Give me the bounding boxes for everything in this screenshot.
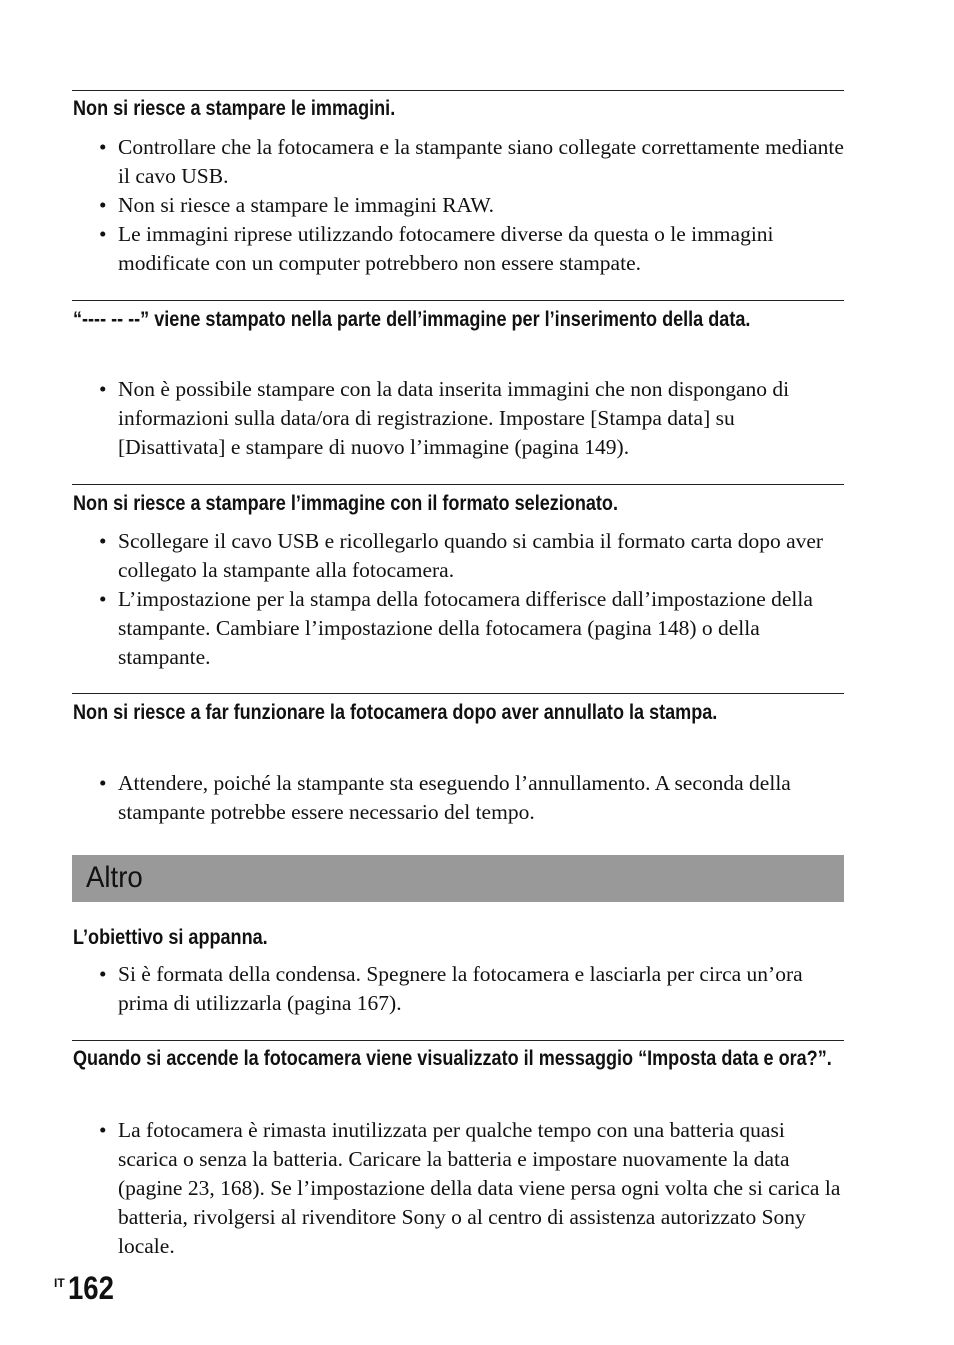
bullet-text: Le immagini riprese utilizzando fotocamere diverse da questa o le immagini modificate con un computer potrebbero non essere stampate. bbox=[118, 222, 774, 275]
bullet-item bbox=[72, 527, 844, 585]
bullet-item bbox=[72, 960, 844, 1018]
section-heading: Quando si accende la fotocamera viene visualizzato il messaggio “Imposta data e ora?”. bbox=[73, 1047, 832, 1070]
bullet-dot: • bbox=[99, 1118, 107, 1142]
language-code: IT bbox=[54, 1276, 65, 1290]
section-divider bbox=[72, 1040, 844, 1041]
section-divider bbox=[72, 484, 844, 485]
bullet-dot: • bbox=[99, 135, 107, 159]
bullet-list bbox=[72, 527, 844, 672]
bullet-dot: • bbox=[99, 222, 107, 246]
section-heading: “---- -- --” viene stampato nella parte dell’immagine per l’inserimento della data. bbox=[73, 308, 751, 331]
section-divider bbox=[72, 693, 844, 694]
bullet-dot: • bbox=[99, 587, 107, 611]
bullet-text: Attendere, poiché la stampante sta eseguendo l’annullamento. A seconda della stampante potrebbe essere necessario del tempo. bbox=[118, 771, 791, 824]
bullet-list bbox=[72, 960, 844, 1018]
section-divider bbox=[72, 300, 844, 301]
bullet-list bbox=[72, 769, 844, 827]
section-heading: Non si riesce a stampare le immagini. bbox=[73, 97, 396, 120]
bullet-dot: • bbox=[99, 771, 107, 795]
bullet-item bbox=[72, 1116, 844, 1261]
bullet-item bbox=[72, 220, 844, 278]
bullet-text: Non si riesce a stampare le immagini RAW. bbox=[118, 193, 495, 217]
page-number-value: 162 bbox=[68, 1270, 114, 1306]
section-heading: L’obiettivo si appanna. bbox=[73, 926, 268, 949]
category-title: Altro bbox=[86, 861, 143, 894]
bullet-list bbox=[72, 1116, 844, 1261]
bullet-list bbox=[72, 133, 844, 278]
bullet-item bbox=[72, 585, 844, 672]
section-divider bbox=[72, 90, 844, 91]
bullet-item bbox=[72, 375, 844, 462]
bullet-text: Scollegare il cavo USB e ricollegarlo quando si cambia il formato carta dopo aver collegato la stampante alla fotocamera. bbox=[118, 529, 824, 582]
section-heading: Non si riesce a stampare l’immagine con il formato selezionato. bbox=[73, 492, 618, 515]
bullet-item bbox=[72, 133, 844, 191]
bullet-text: Si è formata della condensa. Spegnere la fotocamera e lasciarla per circa un’ora prima di utilizzarla (pagina 167). bbox=[118, 962, 803, 1015]
bullet-list bbox=[72, 375, 844, 462]
bullet-dot: • bbox=[99, 193, 107, 217]
bullet-dot: • bbox=[99, 377, 107, 401]
category-band bbox=[72, 855, 844, 902]
bullet-dot: • bbox=[99, 529, 107, 553]
section-heading: Non si riesce a far funzionare la fotocamera dopo aver annullato la stampa. bbox=[73, 701, 718, 724]
bullet-text: Controllare che la fotocamera e la stampante siano collegate correttamente mediante il cavo USB. bbox=[118, 135, 844, 188]
bullet-text: L’impostazione per la stampa della fotocamera differisce dall’impostazione della stampante. Cambiare l’impostazione della fotocamera (pagina 148) o della stampante. bbox=[118, 587, 813, 669]
bullet-item bbox=[72, 191, 844, 220]
bullet-text: La fotocamera è rimasta inutilizzata per qualche tempo con una batteria quasi scarica o senza la batteria. Caricare la batteria e impostare nuovamente la data (pagine 23, 168). Se l’impostazione della data viene persa ogni volta che si carica la batteria, rivolgersi al rivenditore Sony o al centro di assistenza autorizzato Sony locale. bbox=[118, 1118, 841, 1258]
bullet-item bbox=[72, 769, 844, 827]
bullet-text: Non è possibile stampare con la data inserita immagini che non dispongano di informazioni sulla data/ora di registrazione. Impostare [Stampa data] su [Disattivata] e stampare di nuovo l’immagine (pagina 149). bbox=[118, 377, 790, 459]
bullet-dot: • bbox=[99, 962, 107, 986]
